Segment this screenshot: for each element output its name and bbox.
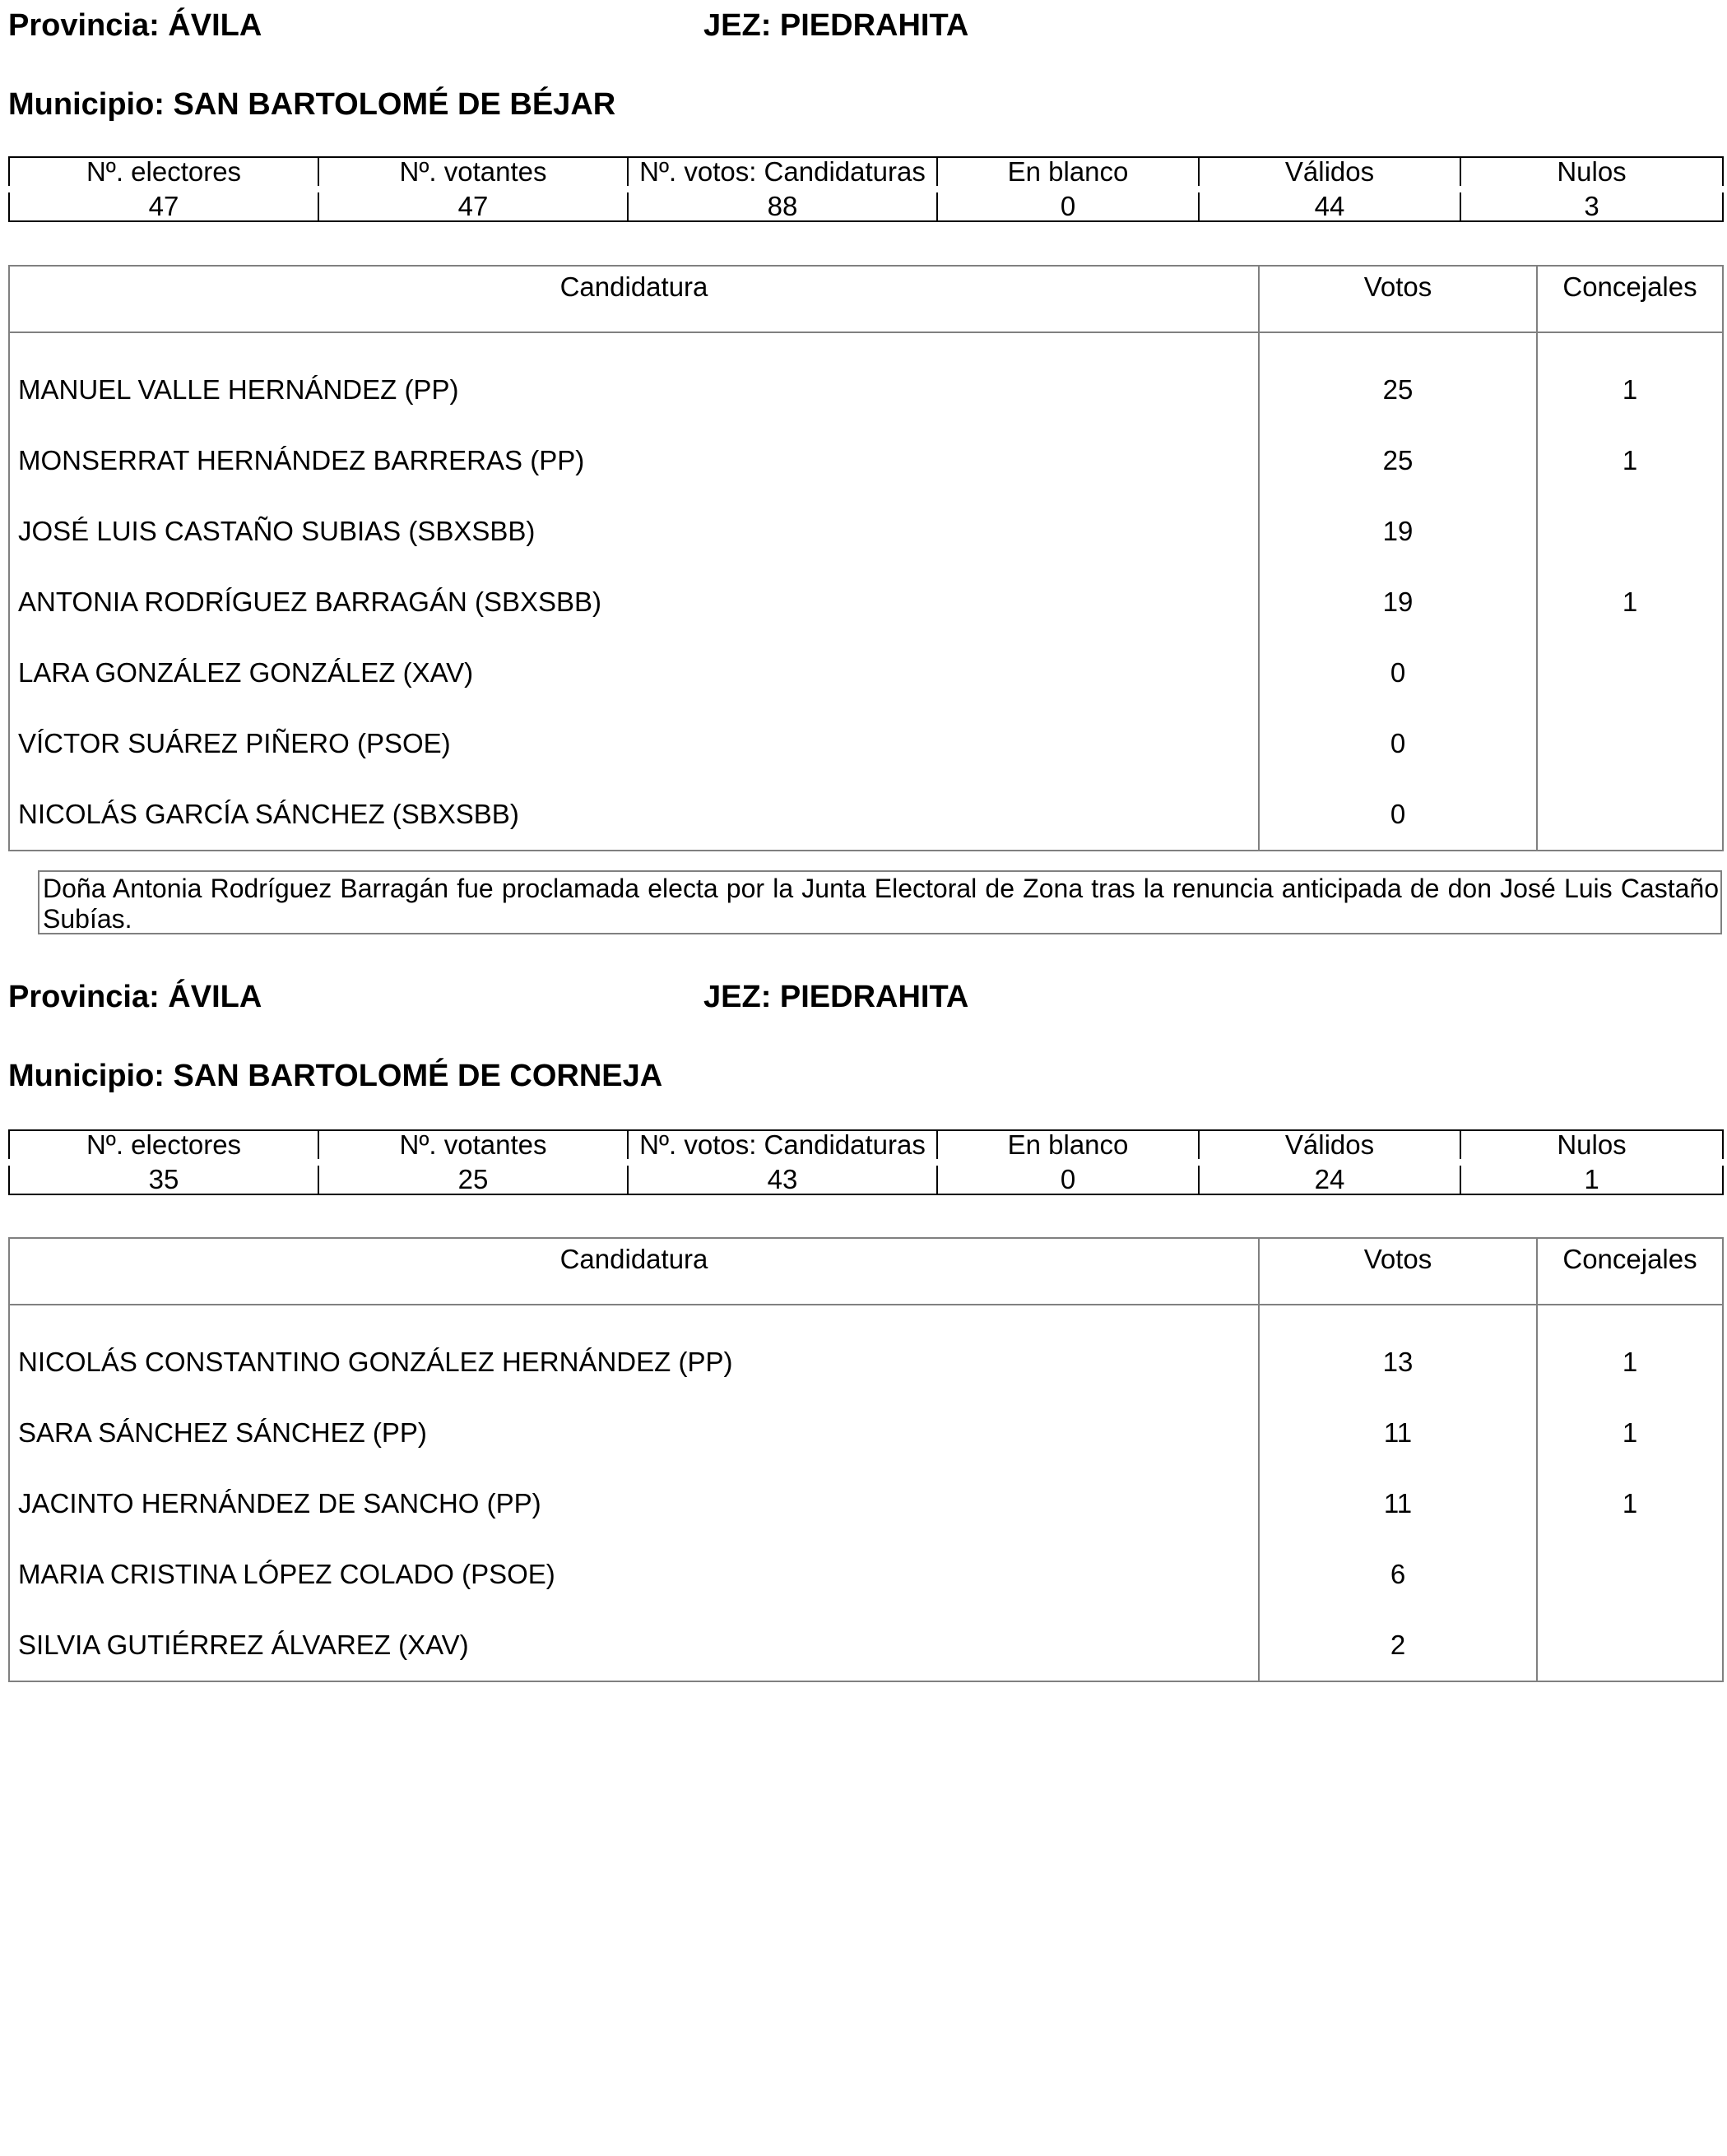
candidate-seats: 1 <box>1537 1305 1723 1398</box>
stats-header-row <box>9 1130 1723 1162</box>
votos-header: Votos <box>1259 1238 1537 1305</box>
candidate-name: SILVIA GUTIÉRREZ ÁLVAREZ (XAV) <box>9 1610 1259 1681</box>
candidate-name: MANUEL VALLE HERNÁNDEZ (PP) <box>9 332 1259 425</box>
stats-header-cell: Nº. electores <box>9 1130 318 1162</box>
stats-value-cell: 24 <box>1199 1162 1460 1194</box>
stats-value-cell: 1 <box>1460 1162 1723 1194</box>
municipio-header: Municipio: SAN BARTOLOMÉ DE BÉJAR <box>8 87 616 122</box>
candidatura-header: Candidatura <box>9 1238 1259 1305</box>
stats-header-cell: Nº. votantes <box>318 157 628 189</box>
candidate-seats <box>1537 638 1723 708</box>
stats-header-cell: Nº. votos: Candidaturas <box>628 1130 937 1162</box>
stats-header-cell: Nulos <box>1460 157 1723 189</box>
stats-value-row <box>9 1162 1723 1194</box>
candidate-votes: 19 <box>1259 567 1537 638</box>
candidate-votes: 25 <box>1259 332 1537 425</box>
candidates-table <box>8 1237 1724 1682</box>
candidate-votes: 11 <box>1259 1398 1537 1468</box>
candidate-row <box>9 1398 1723 1468</box>
stats-header-cell: En blanco <box>937 157 1199 189</box>
stats-header-cell: Válidos <box>1199 1130 1460 1162</box>
stats-table <box>8 156 1724 222</box>
stats-value-cell: 47 <box>318 189 628 221</box>
candidate-seats: 1 <box>1537 1398 1723 1468</box>
candidate-votes: 0 <box>1259 638 1537 708</box>
candidate-seats <box>1537 708 1723 779</box>
candidate-votes: 25 <box>1259 425 1537 496</box>
candidate-votes: 13 <box>1259 1305 1537 1398</box>
concejales-header: Concejales <box>1537 266 1723 332</box>
candidates-header-row <box>9 1238 1723 1305</box>
candidate-seats: 1 <box>1537 332 1723 425</box>
stats-value-cell: 44 <box>1199 189 1460 221</box>
stats-value-row <box>9 189 1723 221</box>
candidate-seats <box>1537 779 1723 851</box>
candidate-seats: 1 <box>1537 567 1723 638</box>
candidate-row <box>9 708 1723 779</box>
stats-header-cell: En blanco <box>937 1130 1199 1162</box>
candidate-row <box>9 496 1723 567</box>
candidate-name: SARA SÁNCHEZ SÁNCHEZ (PP) <box>9 1398 1259 1468</box>
stats-value-cell: 35 <box>9 1162 318 1194</box>
stats-header-row <box>9 157 1723 189</box>
stats-header-cell: Nº. votantes <box>318 1130 628 1162</box>
candidate-row <box>9 567 1723 638</box>
candidate-name: VÍCTOR SUÁREZ PIÑERO (PSOE) <box>9 708 1259 779</box>
candidate-name: JACINTO HERNÁNDEZ DE SANCHO (PP) <box>9 1468 1259 1539</box>
candidates-header-row <box>9 266 1723 332</box>
concejales-header: Concejales <box>1537 1238 1723 1305</box>
candidate-votes: 19 <box>1259 496 1537 567</box>
candidate-votes: 6 <box>1259 1539 1537 1610</box>
stats-header-cell: Válidos <box>1199 157 1460 189</box>
candidate-row <box>9 1468 1723 1539</box>
candidate-row <box>9 332 1723 425</box>
votos-header: Votos <box>1259 266 1537 332</box>
candidatura-header: Candidatura <box>9 266 1259 332</box>
candidate-seats <box>1537 496 1723 567</box>
stats-header-cell: Nº. electores <box>9 157 318 189</box>
candidate-name: NICOLÁS GARCÍA SÁNCHEZ (SBXSBB) <box>9 779 1259 851</box>
municipio-header: Municipio: SAN BARTOLOMÉ DE CORNEJA <box>8 1059 663 1093</box>
candidate-row <box>9 1305 1723 1398</box>
stats-value-cell: 0 <box>937 189 1199 221</box>
candidate-seats <box>1537 1539 1723 1610</box>
jez-header: JEZ: PIEDRAHITA <box>703 980 969 1014</box>
stats-header-cell: Nº. votos: Candidaturas <box>628 157 937 189</box>
proclamation-note: Doña Antonia Rodríguez Barragán fue proclamada electa por la Junta Electoral de Zona tras la renuncia anticipada de don José Luis Castaño Subías. <box>38 870 1722 934</box>
candidate-votes: 0 <box>1259 779 1537 851</box>
candidate-name: ANTONIA RODRÍGUEZ BARRAGÁN (SBXSBB) <box>9 567 1259 638</box>
candidate-row <box>9 779 1723 851</box>
stats-value-cell: 47 <box>9 189 318 221</box>
candidate-votes: 0 <box>1259 708 1537 779</box>
candidate-name: LARA GONZÁLEZ GONZÁLEZ (XAV) <box>9 638 1259 708</box>
stats-value-cell: 0 <box>937 1162 1199 1194</box>
provincia-header: Provincia: ÁVILA <box>8 8 262 43</box>
candidate-name: MONSERRAT HERNÁNDEZ BARRERAS (PP) <box>9 425 1259 496</box>
stats-value-cell: 25 <box>318 1162 628 1194</box>
candidate-row <box>9 1610 1723 1681</box>
candidate-name: MARIA CRISTINA LÓPEZ COLADO (PSOE) <box>9 1539 1259 1610</box>
candidate-row <box>9 638 1723 708</box>
candidate-seats <box>1537 1610 1723 1681</box>
candidate-votes: 11 <box>1259 1468 1537 1539</box>
provincia-header: Provincia: ÁVILA <box>8 980 262 1014</box>
candidate-name: NICOLÁS CONSTANTINO GONZÁLEZ HERNÁNDEZ (PP) <box>9 1305 1259 1398</box>
candidate-seats: 1 <box>1537 1468 1723 1539</box>
candidates-table <box>8 265 1724 851</box>
candidate-row <box>9 425 1723 496</box>
candidate-votes: 2 <box>1259 1610 1537 1681</box>
candidate-name: JOSÉ LUIS CASTAÑO SUBIAS (SBXSBB) <box>9 496 1259 567</box>
stats-value-cell: 43 <box>628 1162 937 1194</box>
stats-value-cell: 3 <box>1460 189 1723 221</box>
jez-header: JEZ: PIEDRAHITA <box>703 8 969 43</box>
candidate-row <box>9 1539 1723 1610</box>
stats-table <box>8 1129 1724 1195</box>
candidate-seats: 1 <box>1537 425 1723 496</box>
stats-value-cell: 88 <box>628 189 937 221</box>
stats-header-cell: Nulos <box>1460 1130 1723 1162</box>
